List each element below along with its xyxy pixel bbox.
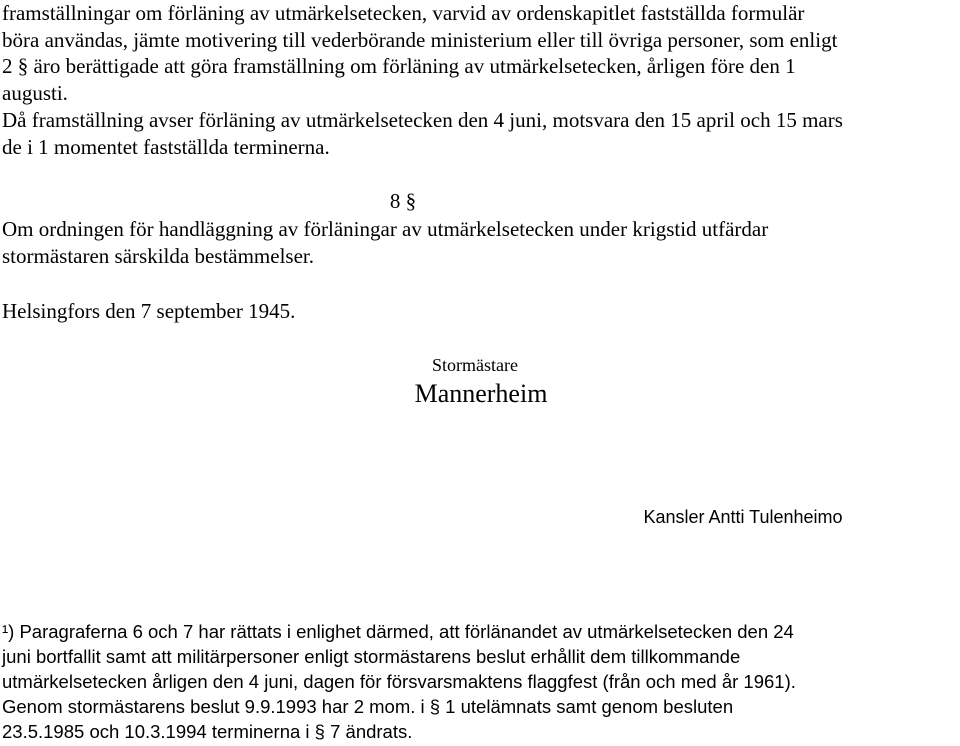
place-date: Helsingfors den 7 september 1945. [2, 299, 296, 323]
footnote-line: utmärkelsetecken årligen den 4 juni, dagen för försvarsmaktens flaggfest (från och med år 1961). [2, 671, 796, 692]
body-line: Då framställning avser förläning av utmärkelsetecken den 4 juni, motsvara den 15 april och 15 mars [2, 108, 843, 132]
body-line: böra användas, jämte motivering till vederbörande ministerium eller till övriga personer, som enligt [2, 28, 838, 52]
footnote-line: ¹) Paragraferna 6 och 7 har rättats i enlighet därmed, att förlänandet av utmärkelsetecken den 24 [2, 621, 794, 642]
footnote-line: Genom stormästarens beslut 9.9.1993 har 2 mom. i § 1 utelämnats samt genom besluten [2, 696, 734, 717]
signer-title: Stormästare [432, 355, 518, 375]
section-line: stormästaren särskilda bestämmelser. [2, 244, 314, 268]
footnote-line: 23.5.1985 och 10.3.1994 terminerna i § 7 ändrats. [2, 721, 413, 742]
signer-name: Mannerheim [414, 379, 548, 408]
section-line: Om ordningen för handläggning av förläningar av utmärkelsetecken under krigstid utfärdar [2, 217, 769, 241]
body-line: augusti. [2, 81, 68, 105]
footnote-line: juni bortfallit samt att militärpersoner enligt stormästarens beslut erhållit dem tillkommande [2, 646, 741, 667]
body-line: 2 § äro berättigade att göra framställning om förläning av utmärkelsetecken, årligen före den 1 [2, 54, 796, 78]
countersignature: Kansler Antti Tulenheimo [643, 507, 843, 527]
body-line: framställningar om förläning av utmärkelsetecken, varvid av ordenskapitlet fastställda formulär [2, 1, 805, 25]
body-line: de i 1 momentet fastställda terminerna. [2, 135, 330, 159]
section-heading: 8 § [389, 189, 417, 213]
